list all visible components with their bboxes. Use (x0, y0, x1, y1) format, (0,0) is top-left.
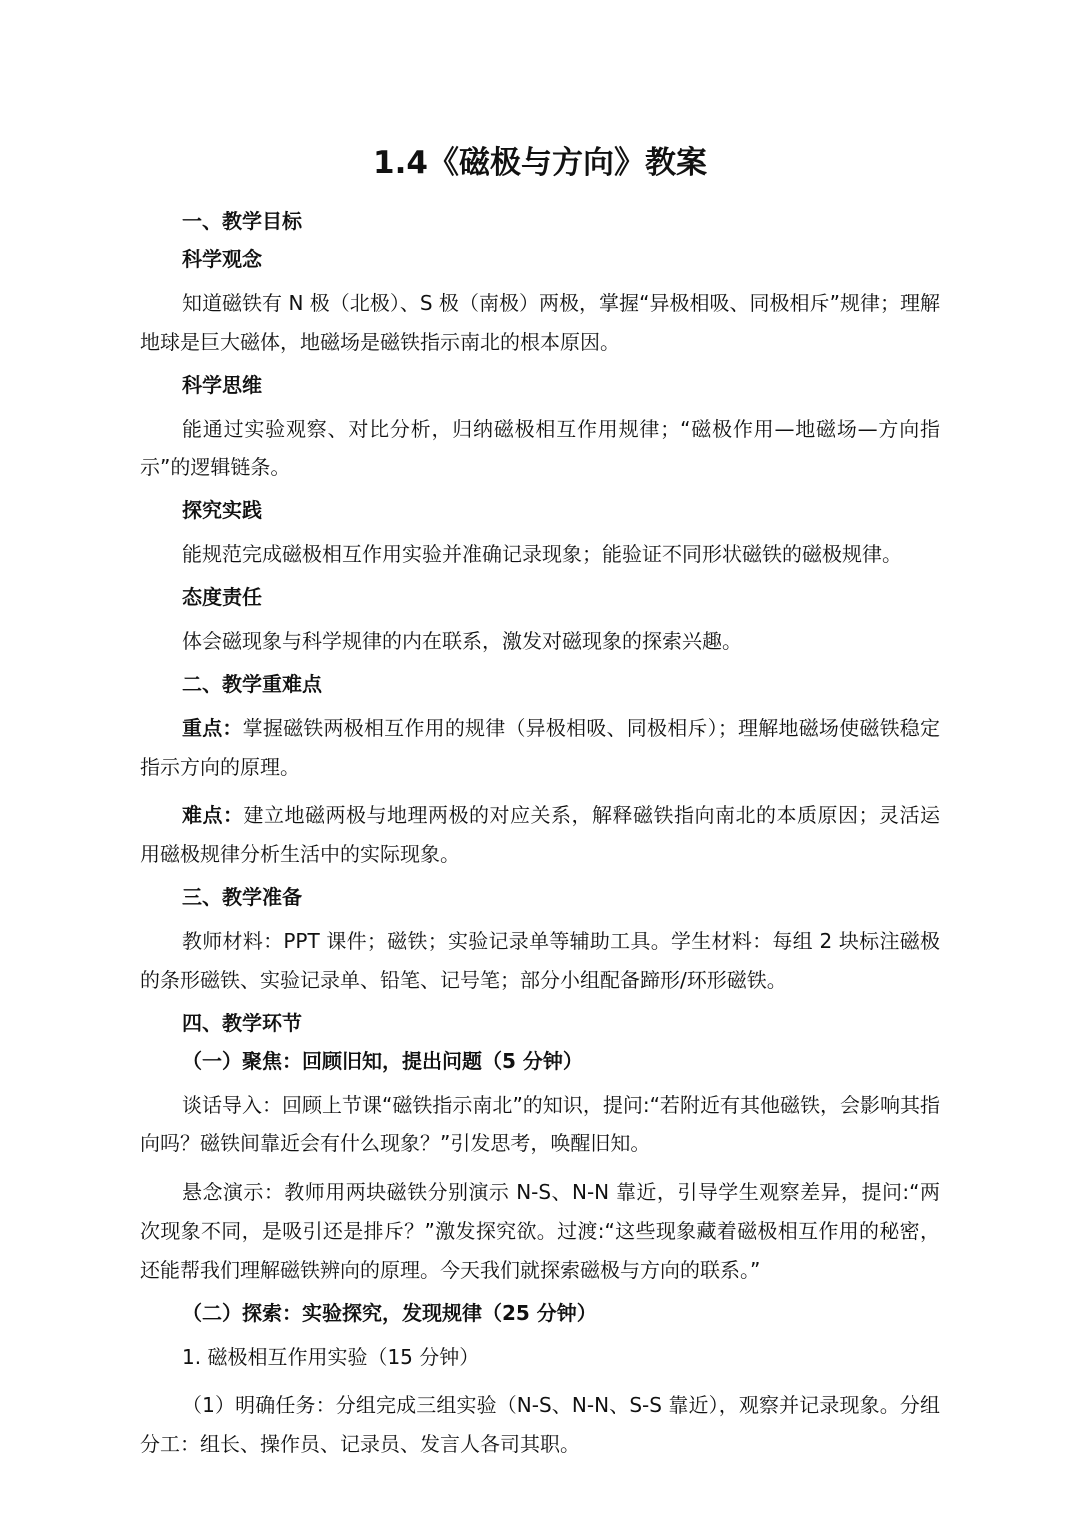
step1-heading: （一）聚焦：回顾旧知，提出问题（5 分钟） (182, 1048, 583, 1073)
attitude-text: 体会磁现象与科学规律的内在联系，激发对磁现象的探索兴趣。 (182, 628, 742, 653)
inquiry-practice-text: 能规范完成磁极相互作用实验并准确记录现象；能验证不同形状磁铁的磁极规律。 (182, 542, 902, 567)
focus-label: 重点： (182, 715, 243, 740)
step2-item-1: 1. 磁极相互作用实验（15 分钟） (182, 1344, 480, 1369)
difficulty-paragraph (140, 796, 940, 874)
step2-heading: （二）探索：实验探究，发现规律（25 分钟） (182, 1300, 597, 1325)
preparation-text: 教师材料：PPT 课件；磁铁；实验记录单等辅助工具。学生材料：每组 2 块标注磁极的条形磁铁、实验记录单、铅笔、记号笔；部分小组配备蹄形/环形磁铁。 (140, 928, 940, 992)
attitude-heading: 态度责任 (182, 584, 262, 609)
difficulty-label: 难点： (182, 803, 244, 828)
science-concept-heading: 科学观念 (182, 247, 262, 271)
step1-paragraph-2: 悬念演示：教师用两块磁铁分别演示 N-S、N-N 靠近，引导学生观察差异，提问:“两次现象不同，是吸引还是排斥？”激发探究欲。过渡:“这些现象藏着磁极相互作用的秘密，还能帮我们理解磁铁辨向的原理。今天我们就探索磁极与方向的联系。” (140, 1180, 940, 1282)
focus-text: 掌握磁铁两极相互作用的规律（异极相吸、同极相斥）；理解地磁场使磁铁稳定指示方向的原理。 (140, 715, 941, 779)
step2-item-1-1: （1）明确任务：分组完成三组实验（N-S、N-N、S-S 靠近），观察并记录现象。分组分工：组长、操作员、记录员、发言人各司其职。 (140, 1393, 940, 1457)
inquiry-practice-heading: 探究实践 (182, 498, 262, 523)
science-thinking-text: 能通过实验观察、对比分析，归纳磁极相互作用规律；“磁极作用—地磁场—方向指示”的逻辑链条。 (140, 416, 940, 480)
focus-paragraph (140, 709, 940, 787)
science-concept-text: 知道磁铁有 N 极（北极）、S 极（南极）两极，掌握“异极相吸、同极相斥”规律；理解地球是巨大磁体，地磁场是磁铁指示南北的根本原因。 (140, 291, 940, 354)
document-title: 1.4《磁极与方向》教案 (373, 145, 707, 181)
difficulty-text: 建立地磁两极与地理两极的对应关系，解释磁铁指向南北的本质原因；灵活运用磁极规律分析生活中的实际现象。 (140, 803, 940, 867)
section-key-points-heading: 二、教学重难点 (182, 671, 322, 696)
section-goals-heading: 一、教学目标 (182, 209, 302, 233)
step1-paragraph-1: 谈话导入：回顾上节课“磁铁指示南北”的知识，提问:“若附近有其他磁铁，会影响其指向吗？磁铁间靠近会有什么现象？”引发思考，唤醒旧知。 (140, 1092, 940, 1156)
science-thinking-heading: 科学思维 (182, 372, 262, 397)
document-page (140, 140, 940, 1474)
section-preparation-heading: 三、教学准备 (182, 884, 302, 909)
section-process-heading: 四、教学环节 (182, 1010, 302, 1035)
